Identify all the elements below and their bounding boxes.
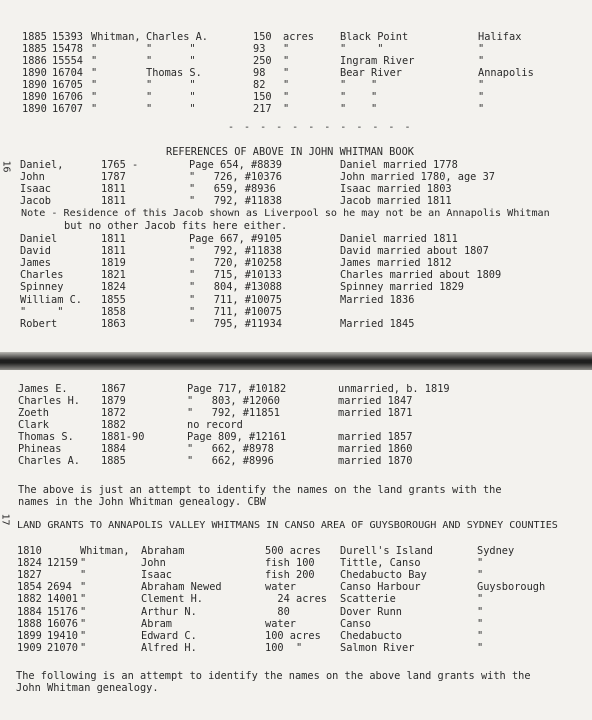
canso-grant-row-year: 1884: [17, 605, 42, 618]
canso-grant-row-place: Tittle, Canso: [340, 557, 421, 570]
canso-grant-row-surname: Whitman,: [80, 545, 130, 557]
reference-row-page: " 711, #10075: [189, 293, 282, 306]
reference-row-year: 1867: [101, 383, 126, 395]
reference-row-note: Married 1845: [340, 317, 415, 330]
grant-row-year: 1885: [22, 43, 47, 56]
grant-row-place: Black Point: [340, 31, 409, 43]
reference-row-note: married 1860: [338, 443, 413, 455]
reference-row-note: unmarried, b. 1819: [338, 383, 450, 395]
canso-grant-row-given: Edward C.: [141, 629, 197, 642]
reference-row-name: Zoeth: [18, 407, 49, 419]
reference-row-page: " 804, #13088: [189, 281, 282, 294]
grant-row-area: 82: [253, 79, 266, 92]
reference-row-page: " 795, #11934: [189, 317, 282, 330]
reference-row-page: " 662, #8996: [187, 455, 274, 467]
reference-row-page: " 792, #11851: [187, 407, 280, 419]
canso-grant-row-county: ": [477, 605, 484, 618]
canso-grant-row-grant: 16076: [47, 617, 78, 630]
reference-row-year: 1884: [101, 443, 126, 455]
grant-row-given: " ": [146, 103, 196, 116]
reference-row-year: 1787: [101, 171, 126, 183]
canso-grant-row-place: Scatterie: [340, 593, 396, 606]
reference-row-page: no record: [187, 419, 243, 431]
grant-row-grant: 16705: [52, 79, 83, 92]
upper-page: [0, 0, 592, 352]
reference-row-name: Phineas: [18, 443, 62, 455]
canso-grant-row-area: 80: [265, 605, 290, 618]
grant-row-year: 1890: [22, 79, 47, 92]
reference-row-page: " 792, #11838: [189, 245, 282, 258]
grant-row-surname: Whitman,: [91, 31, 141, 43]
section-divider: - - - - - - - - - - - -: [228, 122, 413, 133]
grant-row-county: Annapolis: [478, 67, 534, 80]
canso-grant-row-year: 1810: [17, 545, 42, 557]
grant-row-unit: ": [283, 91, 290, 104]
reference-row-note: Charles married about 1809: [340, 269, 502, 282]
reference-row-page: " 659, #8936: [189, 183, 276, 195]
canso-grant-row-county: ": [477, 617, 484, 630]
reference-row-year: 1811: [101, 195, 126, 207]
canso-grant-row-place: Canso: [340, 617, 371, 630]
grant-row-unit: ": [283, 67, 290, 80]
canso-grant-row-surname: ": [80, 593, 87, 606]
canso-grant-row-given: Arthur N.: [141, 605, 197, 618]
grant-row-surname: ": [91, 91, 98, 104]
reference-row-note: Isaac married 1803: [340, 183, 452, 195]
grant-row-place: " ": [340, 103, 378, 116]
reference-row-page: Page 654, #8839: [189, 159, 282, 171]
canso-grant-row-county: ": [477, 641, 484, 654]
canso-grant-row-place: Durell's Island: [340, 545, 433, 557]
reference-row-name: Jacob: [20, 195, 51, 207]
reference-row-note: James married 1812: [340, 257, 452, 270]
reference-row-year: 1811: [101, 183, 126, 195]
grant-row-county: ": [478, 43, 485, 56]
canso-grant-row-given: Isaac: [141, 569, 172, 582]
reference-row-note: Daniel married 1778: [340, 159, 458, 171]
canso-grant-row-area: fish 200: [265, 569, 315, 582]
reference-row-name: Daniel,: [20, 159, 64, 171]
reference-row-name: David: [20, 245, 51, 258]
grant-row-year: 1890: [22, 91, 47, 104]
reference-row-year: 1811: [101, 233, 126, 245]
grant-row-grant: 15478: [52, 43, 83, 56]
reference-row-name: Charles H.: [18, 395, 80, 407]
reference-row-year: 1879: [101, 395, 126, 407]
canso-grant-row-grant: 14001: [47, 593, 78, 606]
canso-grant-row-surname: ": [80, 617, 87, 630]
reference-row-note: married 1871: [338, 407, 413, 419]
canso-grant-row-area: fish 100: [265, 557, 315, 570]
reference-row-page: " 792, #11838: [189, 195, 282, 207]
grant-row-county: ": [478, 55, 485, 68]
references-heading: REFERENCES OF ABOVE IN JOHN WHITMAN BOOK: [166, 146, 414, 158]
reference-row-page: " 715, #10133: [189, 269, 282, 282]
grant-row-area: 217: [253, 103, 272, 116]
canso-grant-row-year: 1888: [17, 617, 42, 630]
grant-row-area: 250: [253, 55, 272, 68]
reference-row-name: Charles A.: [18, 455, 80, 467]
canso-grant-row-given: Abraham Newed: [141, 581, 222, 594]
canso-grant-row-surname: ": [80, 581, 87, 594]
grant-row-year: 1890: [22, 67, 47, 80]
canso-grant-row-place: Canso Harbour: [340, 581, 421, 594]
canso-grant-row-area: 500 acres: [265, 545, 321, 557]
canso-grant-row-county: ": [477, 569, 484, 582]
canso-grant-row-grant: 19410: [47, 629, 78, 642]
reference-row-name: Thomas S.: [18, 431, 74, 443]
grant-row-unit: acres: [283, 31, 314, 43]
grant-row-place: Ingram River: [340, 55, 415, 68]
paragraph-line: The following is an attempt to identify the names on the above land grants with the: [16, 670, 531, 682]
reference-row-name: Robert: [20, 317, 58, 330]
page-number: 17: [0, 513, 11, 526]
canso-grant-row-surname: ": [80, 629, 87, 642]
canso-grant-row-county: ": [477, 593, 484, 606]
canso-grant-row-surname: ": [80, 605, 87, 618]
canso-grant-row-county: Guysborough: [477, 581, 546, 594]
reference-row-page: " 720, #10258: [189, 257, 282, 270]
canso-grant-row-given: Alfred H.: [141, 641, 197, 654]
grant-row-year: 1890: [22, 103, 47, 116]
canso-grant-row-given: Abraham: [141, 545, 185, 557]
reference-row-year: 1863: [101, 317, 126, 330]
canso-grant-row-surname: ": [80, 557, 87, 570]
reference-row-name: Daniel: [20, 233, 58, 245]
reference-row-year: 1855: [101, 293, 126, 306]
reference-row-note: Jacob married 1811: [340, 195, 452, 207]
canso-grant-row-year: 1909: [17, 641, 42, 654]
grant-row-area: 150: [253, 31, 272, 43]
reference-row-note: married 1857: [338, 431, 413, 443]
canso-grant-row-surname: ": [80, 641, 87, 654]
canso-grant-row-grant: 2694: [47, 581, 72, 594]
canso-grant-row-year: 1899: [17, 629, 42, 642]
grant-row-given: " ": [146, 43, 196, 56]
reference-row-page: Page 717, #10182: [187, 383, 287, 395]
canso-grant-row-given: Clement H.: [141, 593, 203, 606]
reference-row-note: married 1847: [338, 395, 413, 407]
canso-grant-row-area: water: [265, 617, 296, 630]
grant-row-county: ": [478, 91, 485, 104]
grant-row-grant: 16707: [52, 103, 83, 116]
grant-row-unit: ": [283, 55, 290, 68]
reference-row-name: Clark: [18, 419, 49, 431]
grant-row-place: " ": [340, 91, 378, 104]
canso-grant-row-grant: 15176: [47, 605, 78, 618]
reference-row-year: 1872: [101, 407, 126, 419]
canso-grant-row-area: 100 ": [265, 641, 303, 654]
grant-row-place: " ": [340, 79, 378, 92]
canso-grant-row-grant: 21070: [47, 641, 78, 654]
grant-row-unit: ": [283, 43, 290, 56]
grant-row-grant: 15393: [52, 31, 83, 43]
grant-row-surname: ": [91, 79, 98, 92]
reference-row-note: married 1870: [338, 455, 413, 467]
reference-row-name: John: [20, 171, 45, 183]
canso-heading: LAND GRANTS TO ANNAPOLIS VALLEY WHITMANS IN CANSO AREA OF GUYSBOROUGH AND SYDNEY COUNTIES: [17, 520, 558, 531]
grant-row-surname: ": [91, 103, 98, 116]
canso-grant-row-area: 24 acres: [265, 593, 327, 606]
grant-row-surname: ": [91, 67, 98, 80]
grant-row-grant: 16704: [52, 67, 83, 80]
grant-row-given: " ": [146, 79, 196, 92]
grant-row-county: ": [478, 103, 485, 116]
reference-row-note: John married 1780, age 37: [340, 171, 495, 183]
book-gutter: [0, 352, 592, 370]
grant-row-given: " ": [146, 91, 196, 104]
canso-grant-row-year: 1854: [17, 581, 42, 594]
grant-row-year: 1886: [22, 55, 47, 68]
grant-row-grant: 16706: [52, 91, 83, 104]
reference-row-page: " 662, #8978: [187, 443, 274, 455]
grant-row-area: 150: [253, 91, 272, 104]
canso-grant-row-area: water: [265, 581, 296, 594]
grant-row-given: Thomas S.: [146, 67, 202, 80]
reference-row-year: 1765 -: [101, 159, 139, 171]
canso-grant-row-grant: 12159: [47, 557, 78, 570]
reference-row-year: 1811: [101, 245, 126, 258]
grant-row-unit: ": [283, 103, 290, 116]
note-line: but no other Jacob fits here either.: [64, 220, 288, 232]
paragraph-line: John Whitman genealogy.: [16, 682, 159, 694]
reference-row-page: " 803, #12060: [187, 395, 280, 407]
reference-row-name: Spinney: [20, 281, 64, 294]
grant-row-grant: 15554: [52, 55, 83, 68]
reference-row-year: 1821: [101, 269, 126, 282]
page-number: 16: [0, 160, 12, 173]
paragraph-line: The above is just an attempt to identify the names on the land grants with the: [18, 484, 502, 496]
grant-row-given: " ": [146, 55, 196, 68]
reference-row-year: 1882: [101, 419, 126, 431]
grant-row-place: " ": [340, 43, 384, 56]
canso-grant-row-place: Chedabucto: [340, 629, 402, 642]
reference-row-name: James: [20, 257, 51, 270]
reference-row-year: 1858: [101, 305, 126, 318]
reference-row-note: Spinney married 1829: [340, 281, 464, 294]
grant-row-surname: ": [91, 43, 98, 56]
canso-grant-row-place: Salmon River: [340, 641, 415, 654]
canso-grant-row-year: 1882: [17, 593, 42, 606]
reference-row-note: David married about 1807: [340, 245, 489, 258]
grant-row-unit: ": [283, 79, 290, 92]
reference-row-name: " ": [20, 305, 64, 318]
grant-row-area: 93: [253, 43, 266, 56]
canso-grant-row-area: 100 acres: [265, 629, 321, 642]
grant-row-surname: ": [91, 55, 98, 68]
grant-row-area: 98: [253, 67, 266, 80]
canso-grant-row-year: 1824: [17, 557, 42, 570]
reference-row-page: Page 809, #12161: [187, 431, 287, 443]
grant-row-county: Halifax: [478, 31, 522, 43]
canso-grant-row-county: ": [477, 557, 484, 570]
canso-grant-row-surname: ": [80, 569, 87, 582]
canso-grant-row-place: Dover Runn: [340, 605, 402, 618]
canso-grant-row-given: Abram: [141, 617, 172, 630]
reference-row-name: William C.: [20, 293, 82, 306]
reference-row-year: 1819: [101, 257, 126, 270]
reference-row-name: Charles: [20, 269, 64, 282]
reference-row-page: " 726, #10376: [189, 171, 282, 183]
canso-grant-row-place: Chedabucto Bay: [340, 569, 427, 582]
canso-grant-row-county: ": [477, 629, 484, 642]
grant-row-given: Charles A.: [146, 31, 208, 43]
grant-row-year: 1885: [22, 31, 47, 43]
reference-row-year: 1885: [101, 455, 126, 467]
canso-grant-row-year: 1827: [17, 569, 42, 582]
reference-row-page: " 711, #10075: [189, 305, 282, 318]
lower-page: [0, 370, 592, 720]
canso-grant-row-county: Sydney: [477, 545, 515, 557]
reference-row-note: Married 1836: [340, 293, 415, 306]
reference-row-year: 1881-90: [101, 431, 145, 443]
reference-row-page: Page 667, #9105: [189, 233, 282, 245]
canso-grant-row-given: John: [141, 557, 166, 570]
paragraph-line: names in the John Whitman genealogy. CBW: [18, 496, 266, 508]
reference-row-note: Daniel married 1811: [340, 233, 458, 245]
note-line: Note - Residence of this Jacob shown as Liverpool so he may not be an Annapolis Whitman: [21, 208, 550, 219]
grant-row-county: ": [478, 79, 485, 92]
reference-row-name: Isaac: [20, 183, 51, 195]
reference-row-name: James E.: [18, 383, 68, 395]
reference-row-year: 1824: [101, 281, 126, 294]
grant-row-place: Bear River: [340, 67, 402, 80]
